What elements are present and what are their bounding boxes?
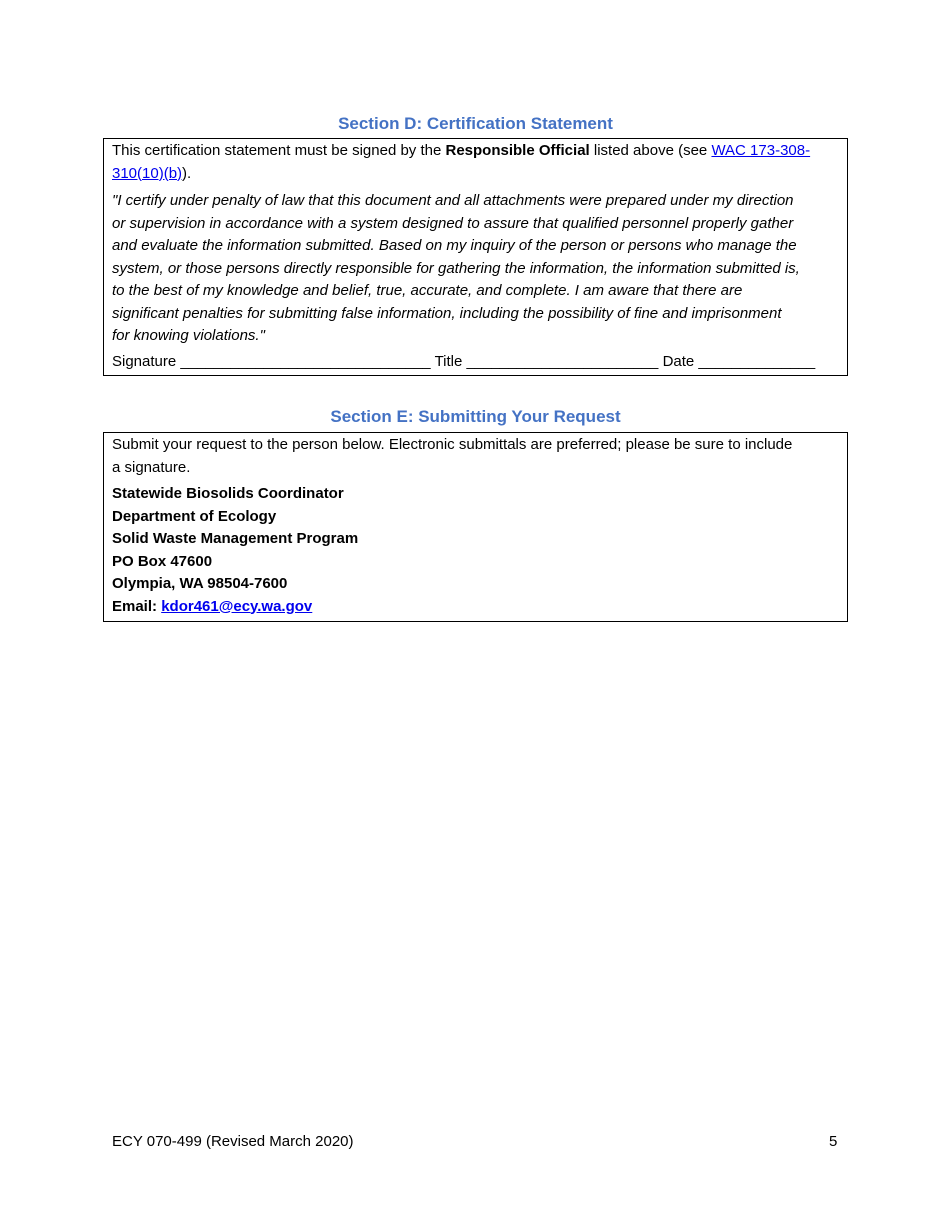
quote-line: or supervision in accordance with a system designed to assure that qualified personnel properly gather <box>112 214 794 232</box>
certification-intro <box>112 140 839 185</box>
quote-line: for knowing violations." <box>112 327 265 344</box>
email-link[interactable]: kdor461@ecy.wa.gov <box>161 597 313 615</box>
section-e-heading: Section E: Submitting Your Request <box>330 407 621 426</box>
contact-city: Olympia, WA 98504-7600 <box>112 575 288 592</box>
date-field[interactable]: Date ______________ <box>662 352 816 370</box>
submission-intro-line: a signature. <box>112 458 191 476</box>
email-label: Email: <box>112 597 162 615</box>
signature-row <box>112 351 839 374</box>
contact-program: Solid Waste Management Program <box>112 530 359 547</box>
certification-box <box>103 138 848 376</box>
wac-link-part1[interactable]: WAC 173-308- <box>711 142 811 159</box>
title-field[interactable]: Title _______________________ <box>434 352 659 370</box>
quote-line: to the best of my knowledge and belief, true, accurate, and complete. I am aware that there are <box>112 282 743 299</box>
certification-quote <box>112 190 839 348</box>
submission-intro <box>112 434 839 479</box>
quote-line: system, or those persons directly responsible for gathering the information, the information submitted is, <box>112 259 800 277</box>
quote-line: significant penalties for submitting false information, including the possibility of fine and imprisonment <box>112 304 782 322</box>
submission-box <box>103 432 848 622</box>
quote-line: and evaluate the information submitted. Based on my inquiry of the person or persons who manage the <box>112 237 797 254</box>
contact-block <box>112 483 839 618</box>
quote-line: "I certify under penalty of law that this document and all attachments were prepared under my direction <box>112 192 794 209</box>
section-d-heading: Section D: Certification Statement <box>338 114 613 133</box>
contact-po-box: PO Box 47600 <box>112 552 213 570</box>
contact-department: Department of Ecology <box>112 507 277 525</box>
signature-field[interactable]: Signature ______________________________ <box>112 352 431 370</box>
contact-email-row <box>112 596 839 619</box>
certification-intro-text: This certification statement must be signed by the <box>112 142 446 159</box>
footer-form-id: ECY 070-499 (Revised March 2020) <box>112 1133 354 1150</box>
submission-intro-line: Submit your request to the person below. Electronic submittals are preferred; please be sure to include <box>112 436 793 453</box>
certification-intro-suffix: ). <box>182 164 192 182</box>
wac-link-part2[interactable]: 310(10)(b) <box>112 164 183 182</box>
contact-title: Statewide Biosolids Coordinator <box>112 485 344 502</box>
responsible-official-label: Responsible Official <box>445 142 590 159</box>
certification-intro-text-mid: listed above (see <box>589 142 712 159</box>
page-number: 5 <box>829 1133 838 1150</box>
